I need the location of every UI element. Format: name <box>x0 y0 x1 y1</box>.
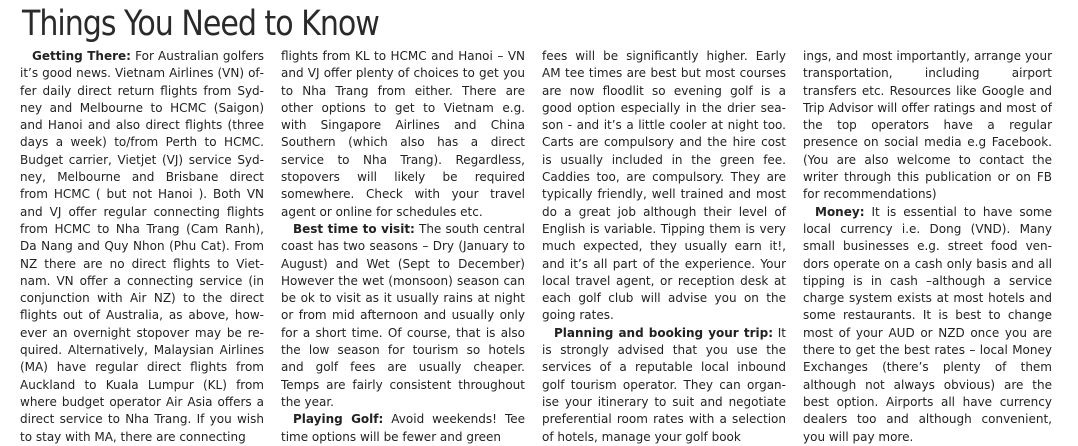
subheading-best-time-to-visit: Best time to visit: <box>293 221 415 236</box>
article-column-2 <box>281 48 525 446</box>
paragraph-planning-and-booking <box>542 325 786 446</box>
article-column-1 <box>20 48 264 446</box>
paragraph-text: It is strongly advised that you use the services of a reputable local inbound golf tourism operator. They can organise your itinerary to suit and negotiate preferential room rates with a selection of hotels, manage your golf book <box>542 325 786 444</box>
article-column-4 <box>803 48 1052 446</box>
paragraph-getting-there-continued <box>281 48 525 221</box>
paragraph-text: The south central coast has two seasons – Dry (January to August) and Wet (Sept to December) However the wet (monsoon) season can be ok to visit as it usually rains at night or from mid afternoon and usually only for a short time. Of course, that is also the low season for tourism so hotels and golf fees are usually cheaper. Temps are fairly consistent throughout the year. <box>281 221 525 409</box>
paragraph-text: fees will be significantly higher. Early AM tee times are best but most courses are now floodlit so evening golf is a good option especially in the drier season - and it’s a little cooler at night too. Carts are compulsory and the hire cost is usually included in the green fee. Caddies too, are compulsory. They are typically friendly, well trained and most do a great job although their level of English is variable. Tipping them is very much expected, they usually earn it!, and it’s all part of the experience. Your local travel agent, or reception desk at each golf club will advise you on the going rates. <box>542 49 786 323</box>
paragraph-text: Avoid weekends! Tee time options will be fewer and green <box>281 412 526 444</box>
paragraph-getting-there <box>20 48 264 446</box>
paragraph-playing-golf <box>281 411 525 446</box>
paragraph-text: flights from KL to HCMC and Hanoi – VN and VJ offer plenty of choices to get you to Nha Trang from either. There are other options to get to Vietnam e.g. with Singapore Airlines and China Southern (which also has a direct service to Nha Trang). Regardless, stopovers will likely be required somewhere. Check with your travel agent or online for schedules etc. <box>281 49 525 219</box>
paragraph-text: ings, and most importantly, arrange your transportation, including airport transfers etc. Resources like Google and Trip Advisor will offer ratings and most of the top operators have a regular presence on social media e.g Facebook. (You are also welcome to contact the writer through this publication or on FB for recommendations) <box>803 49 1052 202</box>
paragraph-playing-golf-continued <box>542 48 786 325</box>
article-column-3 <box>542 48 786 446</box>
subheading-planning-and-booking: Planning and booking your trip: <box>554 325 773 340</box>
subheading-getting-there: Getting There: <box>32 49 131 63</box>
subheading-money: Money: <box>815 204 865 219</box>
paragraph-best-time-to-visit <box>281 221 525 411</box>
paragraph-planning-continued <box>803 48 1052 204</box>
article-headline: Things You Need to Know <box>22 4 379 44</box>
subheading-playing-golf: Playing Golf: <box>293 412 384 427</box>
paragraph-text: For Australian golfers it’s good news. Vietnam Airlines (VN) offer daily direct return flights from Sydney and Melbourne to HCMC (Saigon) and Hanoi and also direct flights (three days a week) to/from Perth to HCMC. Budget carrier, Vietjet (VJ) service Sydney, Melbourne and Brisbane direct from HCMC ( but not Hanoi ). Both VN and VJ offer regular connecting flights from HCMC to Nha Trang (Cam Ranh), Da Nang and Quy Nhon (Phu Cat). From NZ there are no direct flights to Vietnam. VN offer a connecting service (in conjunction with Air NZ) to the direct flights out of Australia, as above, however an overnight stopover may be required. Alternatively, Malaysian Airlines (MA) have regular direct flights from Auckland to Kuala Lumpur (KL) from where budget operator Air Asia offers a direct service to Nha Trang. If you wish to stay with MA, there are connecting <box>20 49 264 444</box>
paragraph-text: It is essential to have some local currency i.e. Dong (VND). Many small businesses e.g. street food vendors operate on a cash only basis and all tipping is in cash –although a service charge system exists at most hotels and some restaurants. It is best to change most of your AUD or NZD once you are there to get the best rates – local Money Exchanges (there’s plenty of them although not always obvious) are the best option. Airports all have currency dealers too and although convenient, you will pay more. <box>803 204 1052 444</box>
paragraph-money <box>803 204 1052 446</box>
